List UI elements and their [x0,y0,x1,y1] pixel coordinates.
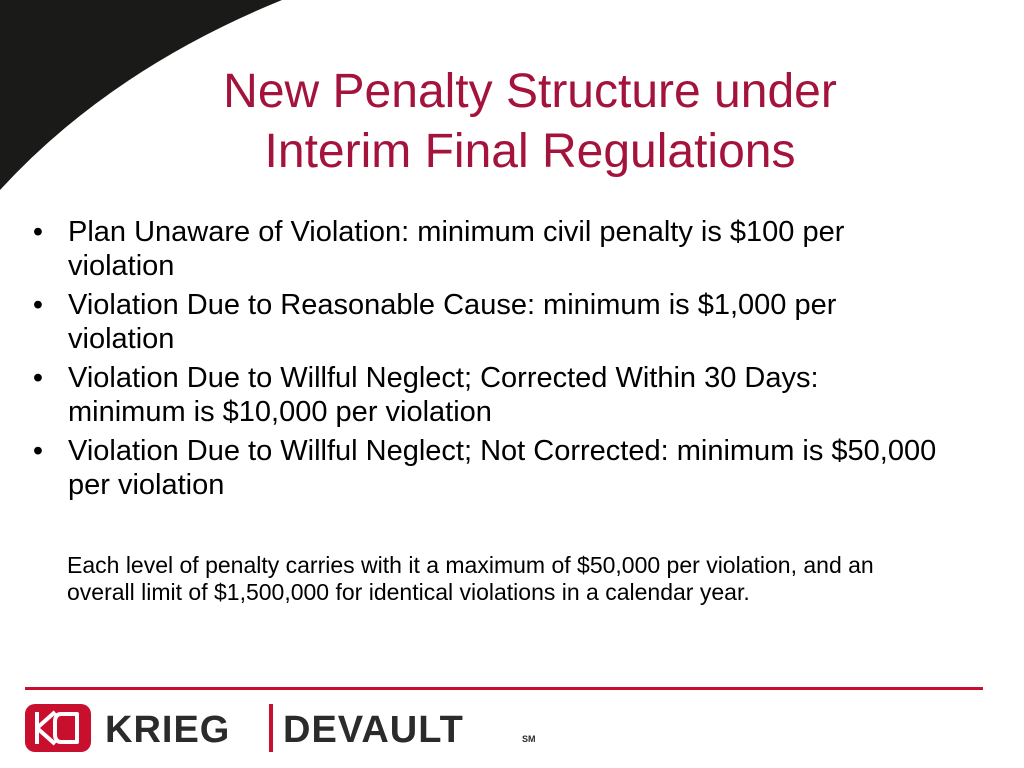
bullet-item [28,215,938,283]
bullet-text: Violation Due to Willful Neglect; Not Corrected: minimum is $50,000 per violation [68,435,937,501]
bullet-text: Violation Due to Reasonable Cause: minimum is $1,000 per violation [68,289,837,355]
logo-emblem-icon [25,704,91,752]
bullet-item [28,361,938,429]
bullet-list [28,215,938,507]
logo-svg [25,700,545,756]
bullet-dot: • [32,216,44,248]
bullet-item [28,434,938,502]
footer-divider [25,687,983,690]
slide-title [120,62,940,182]
logo-word-left: KRIEG [105,709,231,751]
bullet-dot: • [32,435,44,467]
krieg-devault-logo [25,700,545,756]
bullet-item [28,288,938,356]
logo-word-right: DEVAULT [283,709,464,751]
bullet-dot: • [32,289,44,321]
title-line-1: New Penalty Structure under [223,65,837,118]
bullet-text: Plan Unaware of Violation: minimum civil penalty is $100 per violation [68,216,845,282]
penalty-footnote: Each level of penalty carries with it a maximum of $50,000 per violation, and an overall limit of $1,500,000 for identical violations in a calendar year. [67,552,874,605]
bullet-text: Violation Due to Willful Neglect; Corrected Within 30 Days: minimum is $10,000 per violation [68,362,819,428]
logo-separator [269,704,273,752]
logo-service-mark: SM [522,734,536,744]
title-line-2: Interim Final Regulations [264,125,796,178]
bullet-dot: • [32,362,44,394]
